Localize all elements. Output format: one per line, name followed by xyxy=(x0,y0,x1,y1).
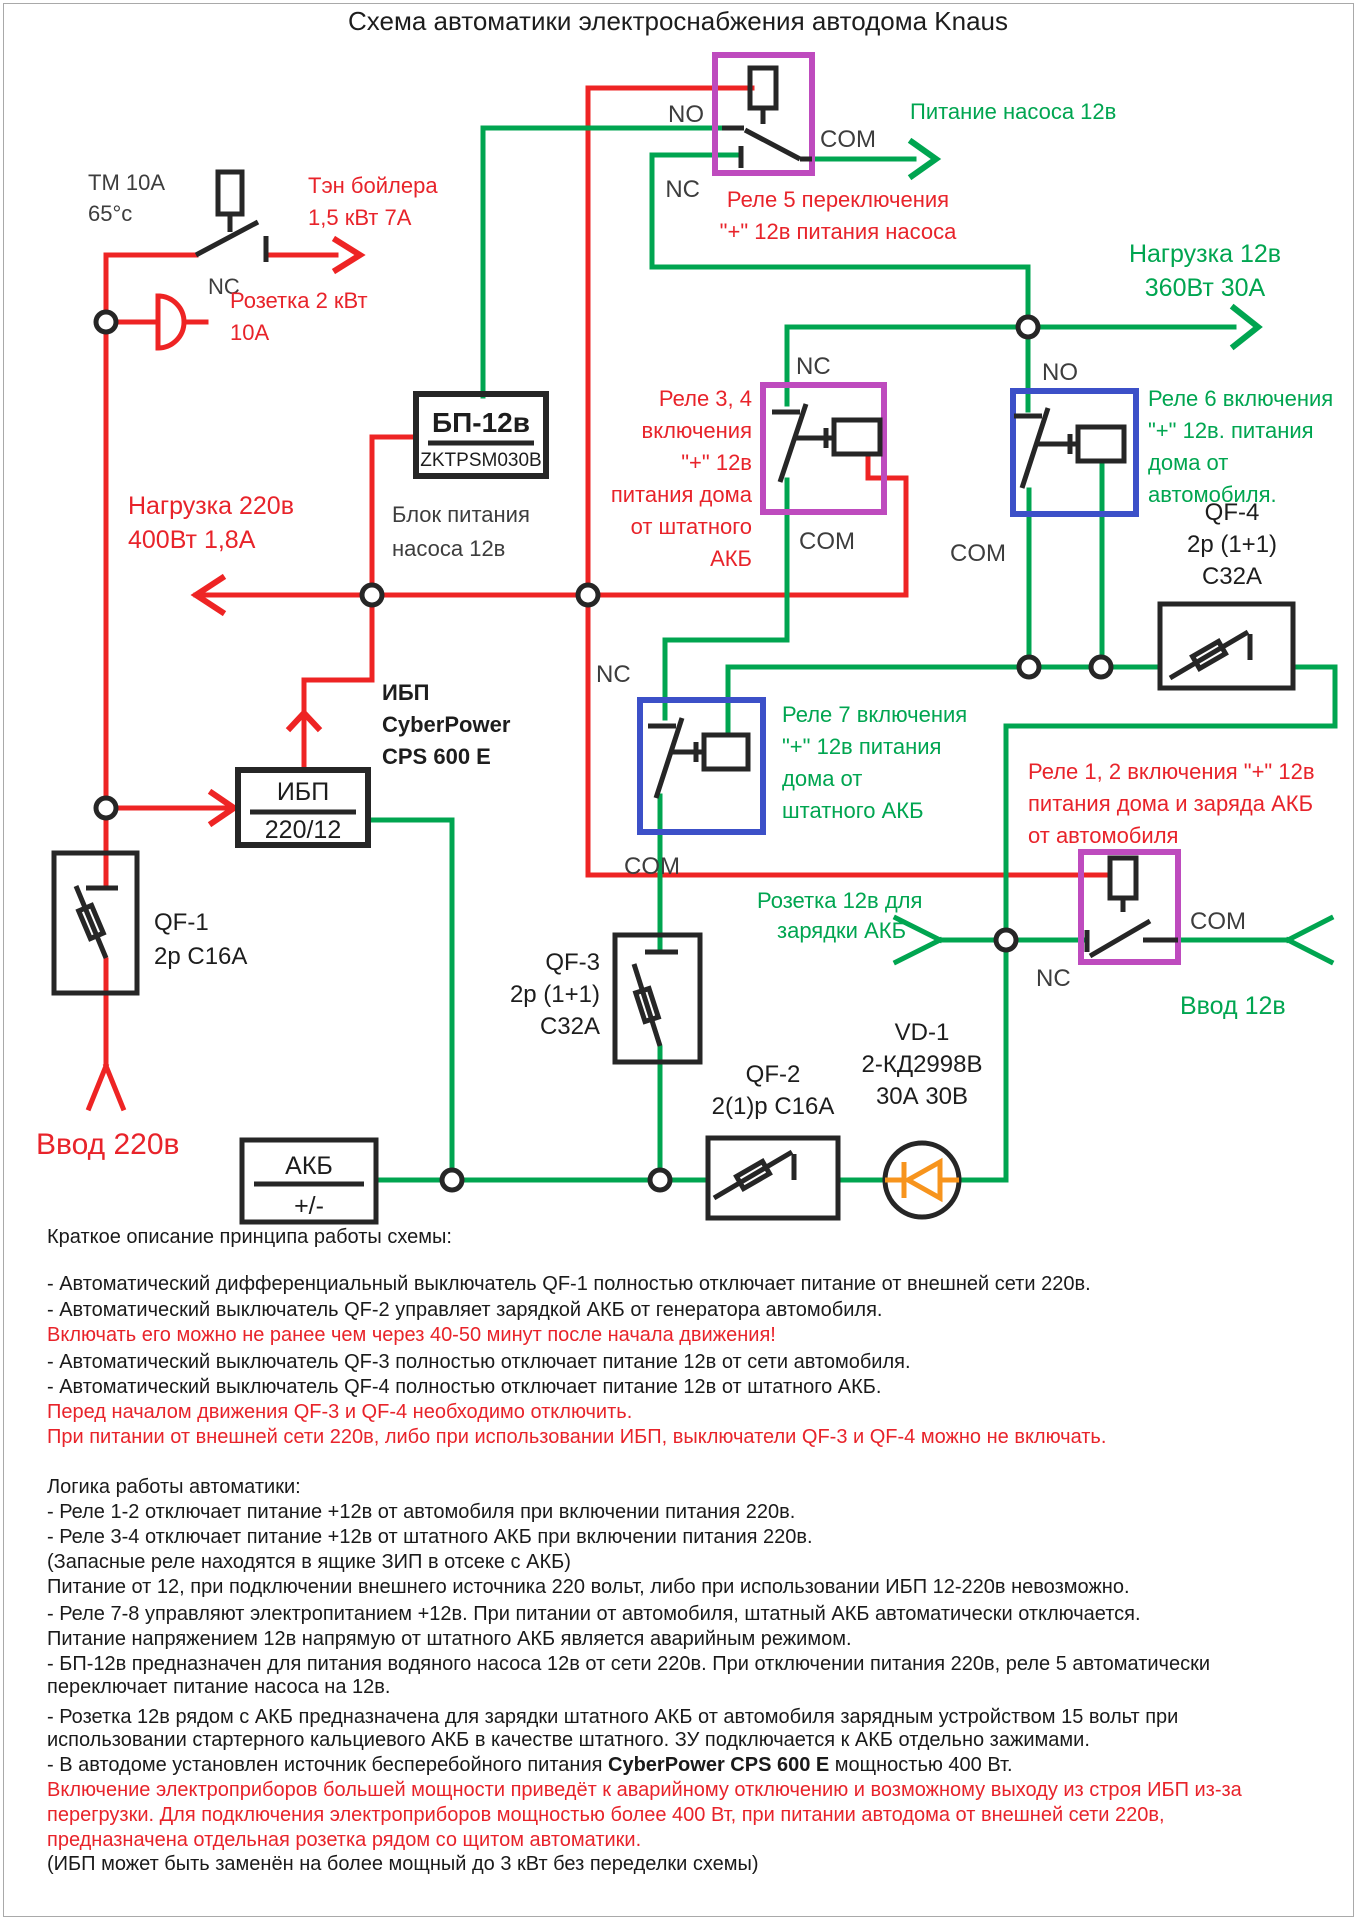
switch-symbols xyxy=(76,68,1250,1198)
qf2-label-1: QF-2 xyxy=(745,1061,801,1088)
description-line-18 xyxy=(47,1706,1178,1729)
relay34-caption-6: АКБ xyxy=(710,546,752,571)
qf1-label-2: 2р С16А xyxy=(154,943,248,970)
relay34-nc: NC xyxy=(796,353,831,380)
description-line-17 xyxy=(47,1676,390,1699)
description-text: CyberPower CPS 600 E xyxy=(608,1754,830,1776)
relay12-box xyxy=(1081,852,1178,962)
relay34-caption-3: "+" 12в xyxy=(681,450,752,475)
ups-caption-3: CPS 600 E xyxy=(382,744,491,769)
thermostat-nc: NC xyxy=(208,274,240,299)
ups-caption-2: CyberPower xyxy=(382,712,511,737)
relay7-caption-1: Реле 7 включения xyxy=(782,702,968,727)
qf3-label-1: QF-3 xyxy=(545,949,600,976)
relay6-no: NO xyxy=(1042,359,1078,386)
input220-label: Ввод 220в xyxy=(36,1128,180,1161)
qf1-label-1: QF-1 xyxy=(154,909,209,936)
ups-caption-1: ИБП xyxy=(382,680,430,705)
relay34-caption-1: Реле 3, 4 xyxy=(658,386,752,411)
ups-box-title: ИБП xyxy=(276,778,330,806)
junction xyxy=(442,1170,462,1190)
vd1-label-2: 2-КД2998В xyxy=(861,1051,983,1078)
relay5-nc: NC xyxy=(665,176,700,203)
description-text: - Автоматический дифференциальный выключатель QF-1 полностью отключает питание от внешней сети 220в. xyxy=(47,1273,1091,1295)
qf4-label-3: С32А xyxy=(1201,563,1263,590)
qf1-switch-icon xyxy=(76,886,118,958)
qf4-label-1: QF-4 xyxy=(1204,499,1260,526)
load12-label-1: Нагрузка 12в xyxy=(1128,240,1282,268)
relay7-com: COM xyxy=(624,853,680,880)
vd1-label-1: VD-1 xyxy=(894,1019,950,1046)
description-text: Краткое описание принципа работы схемы: xyxy=(47,1226,452,1248)
description-text: - Реле 3-4 отключает питание +12в от штатного АКБ при включении питания 220в. xyxy=(47,1526,813,1548)
description-line-13 xyxy=(47,1576,1130,1599)
description-text: Логика работы автоматики: xyxy=(47,1476,301,1498)
description-text: - Автоматический выключатель QF-2 управляет зарядкой АКБ от генератора автомобиля. xyxy=(47,1299,883,1321)
socket220-label-2: 10А xyxy=(230,320,270,345)
relay5-caption-1: Реле 5 переключения xyxy=(726,187,950,212)
relay6-caption-1: Реле 6 включения xyxy=(1148,386,1334,411)
psu-box-model: ZKTPSM030В xyxy=(420,450,542,471)
description-text: - В автодоме установлен источник бесперебойного питания xyxy=(47,1754,609,1776)
description-text: - БП-12в предназначен для питания водяного насоса 12в от сети 220в. При отключении питания 220в, реле 5 автоматически xyxy=(47,1653,1210,1675)
description-line-19 xyxy=(47,1729,1090,1752)
load220-label-2: 400Вт 1,8А xyxy=(128,526,256,554)
junction xyxy=(996,930,1016,950)
qf2-switch-icon xyxy=(714,1152,794,1198)
description-text: - Автоматический выключатель QF-4 полностью отключает питание 12в от штатного АКБ. xyxy=(47,1376,882,1398)
description-text: При питании от внешней сети 220в, либо при использовании ИБП, выключатели QF-3 и QF-4 можно не включать. xyxy=(47,1426,1107,1448)
thermostat-switch-icon xyxy=(196,172,266,262)
socket220-label-1: Розетка 2 кВт xyxy=(230,288,368,313)
description-text: (ИБП может быть заменён на более мощный до 3 кВт без переделки схемы) xyxy=(47,1853,759,1875)
page-title: Схема автоматики электроснабжения автодома Knaus xyxy=(348,6,1008,36)
description-line-4 xyxy=(47,1324,776,1347)
description-text: - Реле 1-2 отключает питание +12в от автомобиля при включении питания 220в. xyxy=(47,1501,796,1523)
junction xyxy=(1018,317,1038,337)
description-line-9 xyxy=(47,1476,301,1499)
description-text: мощностью 400 Вт. xyxy=(829,1754,1013,1776)
labels-layer xyxy=(36,6,1333,1220)
description-line-15 xyxy=(47,1628,852,1651)
relay5-com: COM xyxy=(820,126,876,153)
relay6-switch-icon xyxy=(1014,408,1124,488)
relay6-caption-4: автомобиля. xyxy=(1148,482,1277,507)
ups-box-sub: 220/12 xyxy=(264,816,342,844)
description-line-10 xyxy=(47,1501,795,1524)
qf3-switch-icon xyxy=(634,952,678,1046)
description-text: - Реле 7-8 управляют электропитанием +12в. При питании от автомобиля, штатный АКБ автоматически отключается. xyxy=(47,1603,1141,1625)
description-text: предназначена отдельная розетка рядом со щитом автоматики. xyxy=(47,1829,642,1851)
relay34-caption-2: включения xyxy=(641,418,752,443)
qf4-label-2: 2р (1+1) xyxy=(1186,531,1278,558)
wire-ups-12v-out xyxy=(368,820,452,1180)
description-line-5 xyxy=(47,1351,911,1374)
description-line-24 xyxy=(47,1853,759,1876)
thermostat-rating: ТМ 10А xyxy=(88,170,166,195)
junction xyxy=(96,798,116,818)
qf2-breaker-box xyxy=(708,1138,838,1218)
description-line-1 xyxy=(47,1226,452,1249)
description-line-20 xyxy=(47,1754,1013,1777)
relay7-switch-icon xyxy=(648,718,748,798)
relay7-caption-3: дома от xyxy=(782,766,863,791)
junction xyxy=(1019,657,1039,677)
qf1-breaker-box xyxy=(54,853,137,993)
thermostat-temp: 65°с xyxy=(88,201,133,226)
relay12-caption-2: питания дома и заряда АКБ xyxy=(1028,791,1314,816)
description-text: Включать его можно не ранее чем через 40-50 минут после начала движения! xyxy=(47,1324,776,1346)
description-line-16 xyxy=(47,1653,1210,1676)
qf2-label-2: 2(1)р С16А xyxy=(711,1093,835,1120)
relay7-nc: NC xyxy=(596,661,631,688)
relay7-caption-2: "+" 12в питания xyxy=(782,734,942,759)
description-text: Включение электроприборов большей мощности приведёт к аварийному отключению и возможному выходу из строя ИБП из-за xyxy=(47,1779,1242,1801)
junction xyxy=(96,312,116,332)
wire-ups-output xyxy=(304,595,372,768)
junction xyxy=(362,585,382,605)
vd1-label-3: 30А 30В xyxy=(875,1083,969,1110)
relay12-caption-3: от автомобиля xyxy=(1028,823,1179,848)
boiler-heater-label-1: Тэн бойлера xyxy=(308,173,438,198)
qf3-label-3: С32А xyxy=(539,1013,600,1040)
boiler-heater-label-2: 1,5 кВт 7А xyxy=(308,205,412,230)
relay34-switch-icon xyxy=(772,404,880,482)
fork-input-12v-icon xyxy=(1288,918,1331,962)
description-text: (Запасные реле находятся в ящике ЗИП в отсеке с АКБ) xyxy=(47,1551,571,1573)
description-text: Питание напряжением 12в напрямую от штатного АКБ является аварийным режимом. xyxy=(47,1628,852,1650)
description-text: использовании стартерного кальциевого АКБ в качестве штатного. ЗУ подключается к АКБ отдельно зажимами. xyxy=(47,1729,1090,1751)
relay5-no: NO xyxy=(668,101,704,128)
description-text: Питание от 12, при подключении внешнего источника 220 вольт, либо при использовании ИБП 12-220в невозможно. xyxy=(47,1576,1130,1598)
psu-caption-2: насоса 12в xyxy=(392,536,506,561)
description-text: - Розетка 12в рядом с АКБ предназначена для зарядки штатного АКБ от автомобиля зарядным устройством 15 вольт при xyxy=(47,1706,1179,1728)
description-line-22 xyxy=(47,1804,1165,1827)
load220-label-1: Нагрузка 220в xyxy=(128,492,294,520)
relay12-caption-1: Реле 1, 2 включения "+" 12в xyxy=(1028,759,1315,784)
qf4-switch-icon xyxy=(1170,632,1250,678)
psu-box-title: БП-12в xyxy=(432,407,530,438)
description-text: перегрузки. Для подключения электроприборов мощностью более 400 Вт, при питании автодома от внешней сети 220в, xyxy=(47,1804,1165,1826)
battery-box-title: АКБ xyxy=(285,1152,333,1180)
junction xyxy=(650,1170,670,1190)
relay34-caption-5: от штатного xyxy=(630,514,752,539)
socket12-label-1: Розетка 12в для xyxy=(757,888,923,913)
relay5-caption-2: "+" 12в питания насоса xyxy=(719,219,957,244)
arrow-boiler-icon xyxy=(336,240,360,270)
relay34-caption-4: питания дома xyxy=(610,482,752,507)
arrow-load12-icon xyxy=(1234,308,1258,346)
relay6-caption-2: "+" 12в. питания xyxy=(1148,418,1314,443)
junction xyxy=(1091,657,1111,677)
input12-label: Ввод 12в xyxy=(1180,992,1286,1020)
description-line-23 xyxy=(47,1829,641,1852)
psu-caption-1: Блок питания xyxy=(392,502,530,527)
relay34-box xyxy=(763,385,884,512)
relay6-com: COM xyxy=(950,540,1006,567)
load12-label-2: 360Вт 30А xyxy=(1144,274,1266,302)
qf3-label-2: 2р (1+1) xyxy=(509,981,600,1008)
description-line-2 xyxy=(47,1273,1091,1296)
socket12-label-2: зарядки АКБ xyxy=(777,918,907,943)
description-line-8 xyxy=(47,1426,1106,1449)
vd1-diode-icon xyxy=(885,1162,959,1198)
description-line-7 xyxy=(47,1401,632,1424)
battery-box-sub: +/- xyxy=(294,1192,324,1220)
junction xyxy=(578,585,598,605)
description-line-21 xyxy=(47,1779,1242,1802)
pump-power-label: Питание насоса 12в xyxy=(910,99,1117,124)
description-text: переключает питание насоса на 12в. xyxy=(47,1676,391,1698)
description-line-12 xyxy=(47,1551,571,1574)
relay6-caption-3: дома от xyxy=(1148,450,1229,475)
description-text: - Автоматический выключатель QF-3 полностью отключает питание 12в от сети автомобиля. xyxy=(47,1351,911,1373)
description-line-14 xyxy=(47,1603,1141,1626)
socket220-icon xyxy=(158,296,206,348)
relay12-com: COM xyxy=(1190,908,1246,935)
fork-input-220v-icon xyxy=(89,1066,123,1108)
description-line-3 xyxy=(47,1299,882,1322)
relay12-nc: NC xyxy=(1036,965,1071,992)
wire-psu-to-relay5-no xyxy=(483,128,724,396)
description-line-11 xyxy=(47,1526,813,1549)
description-text: Перед началом движения QF-3 и QF-4 необходимо отключить. xyxy=(47,1401,633,1423)
relay7-caption-4: штатного АКБ xyxy=(782,798,924,823)
description-line-6 xyxy=(47,1376,881,1399)
relay34-com: COM xyxy=(799,528,855,555)
